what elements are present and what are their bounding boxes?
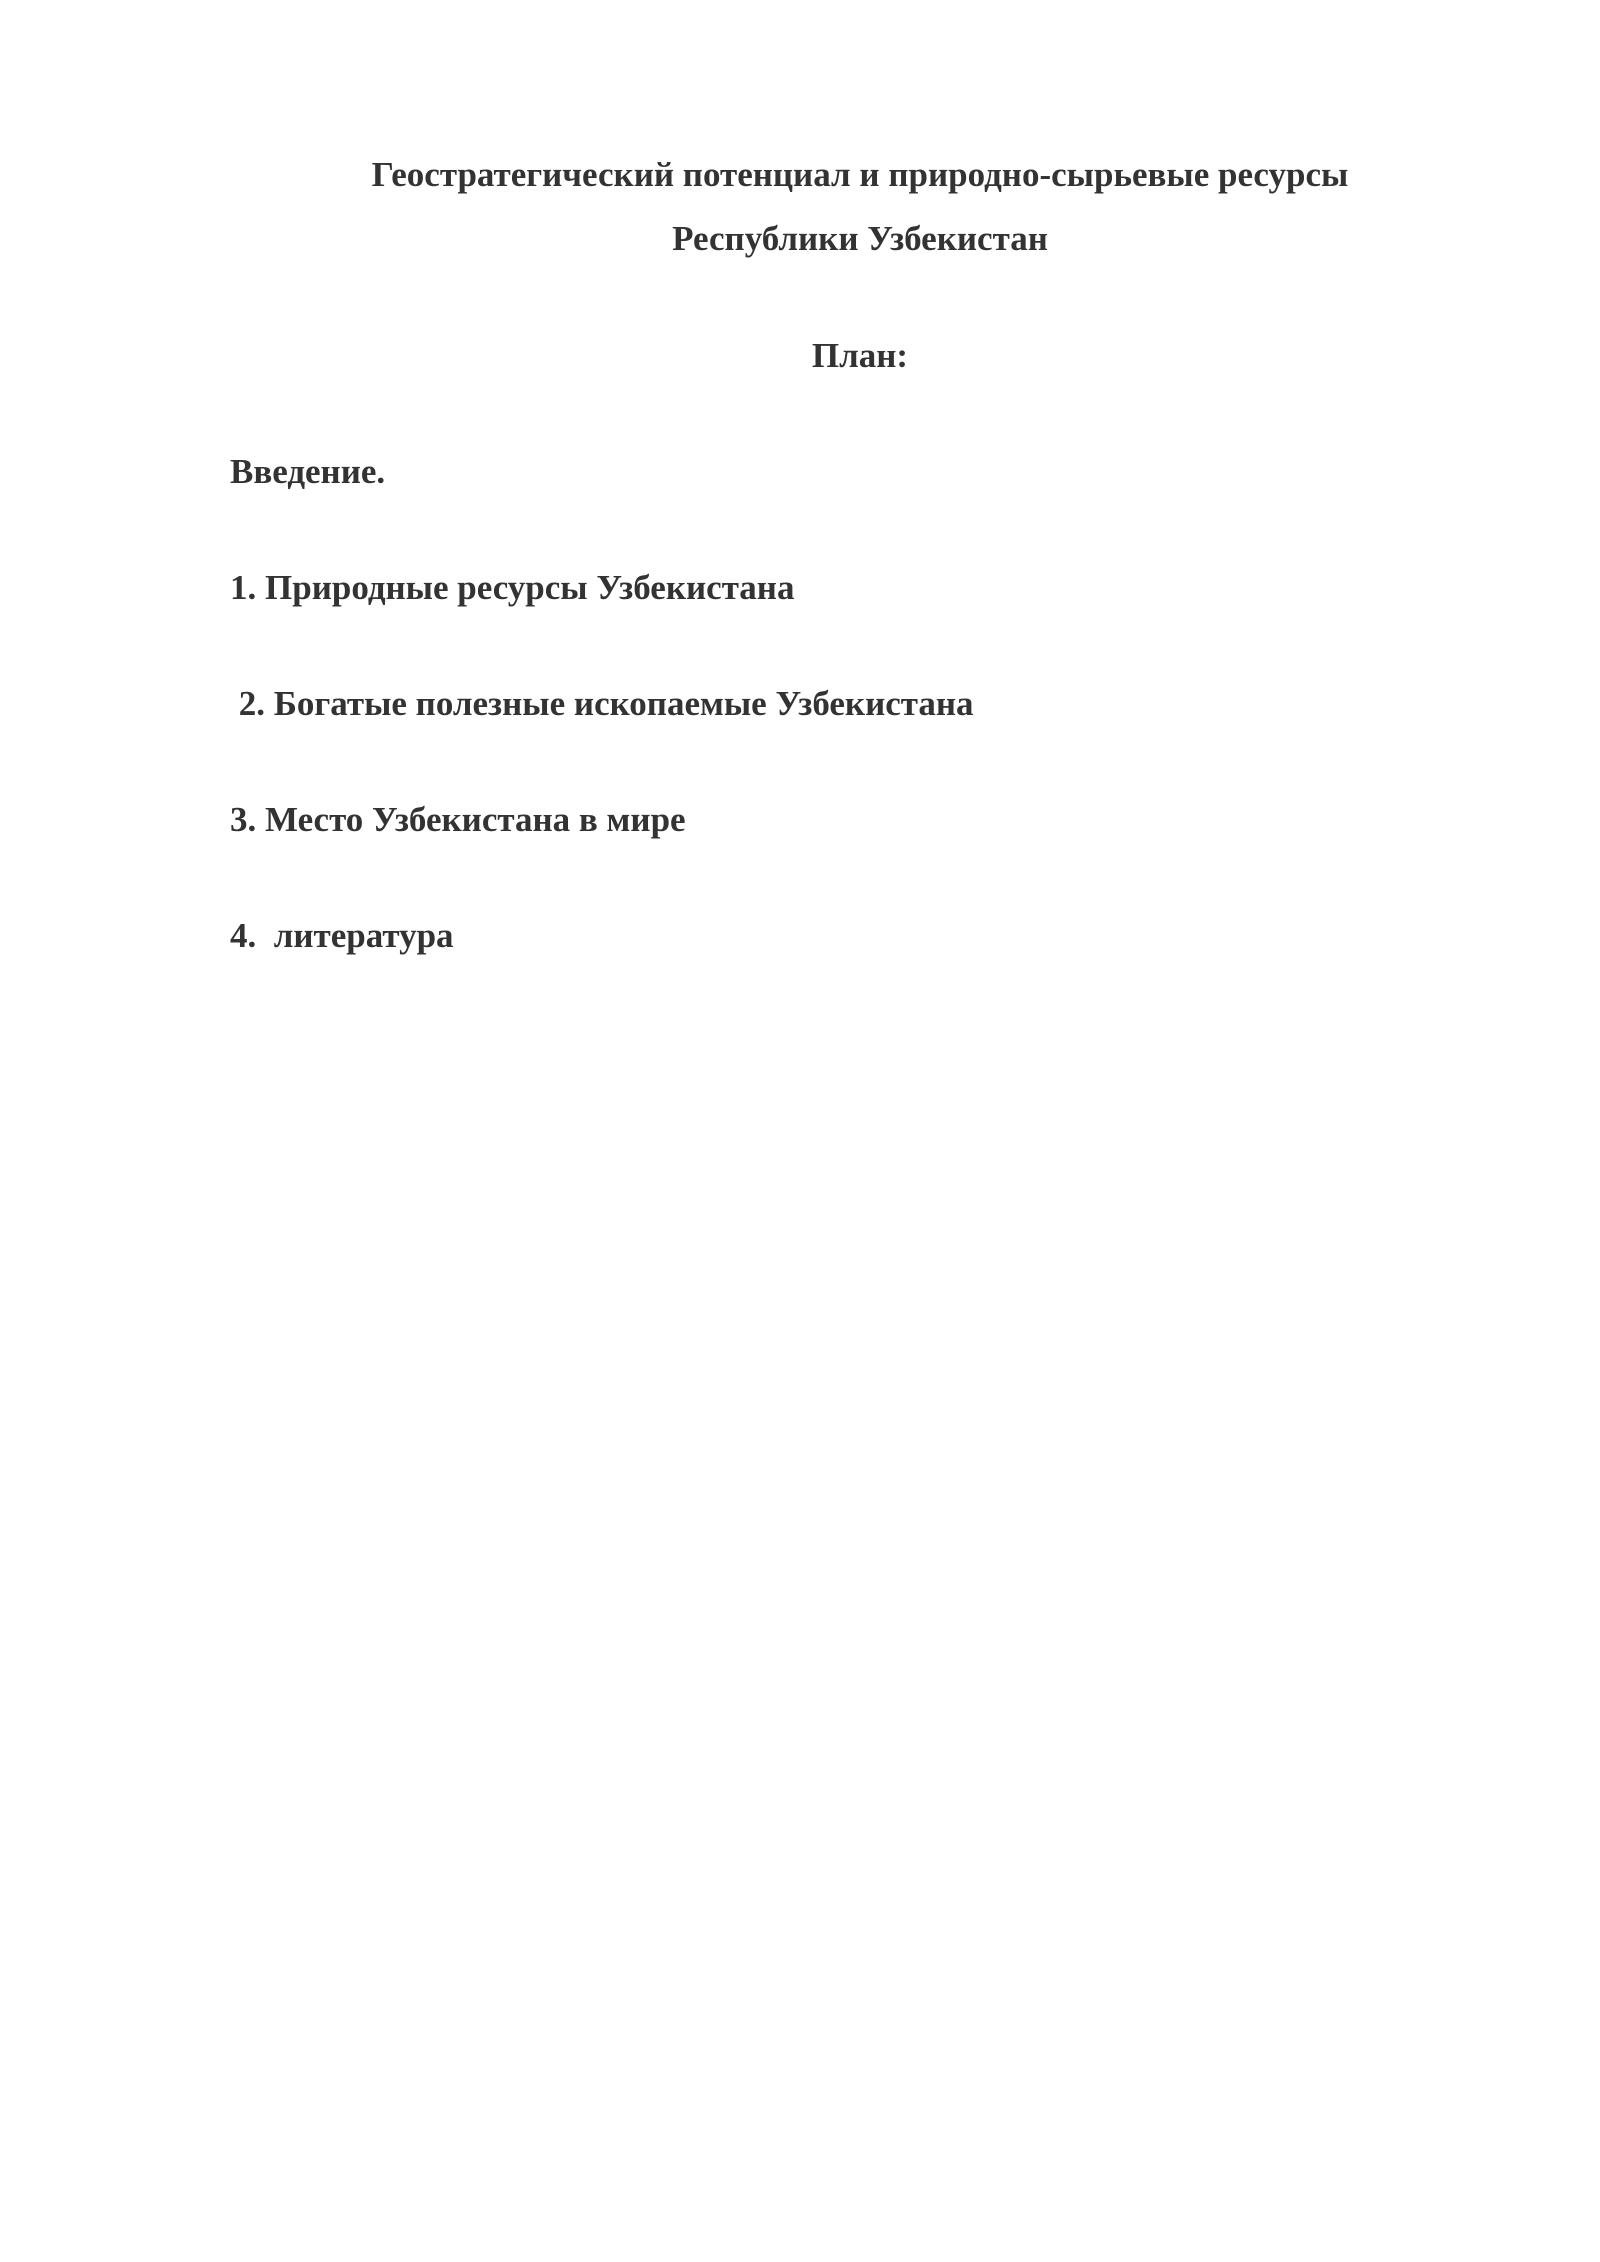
plan-heading: План:: [811, 336, 909, 375]
toc-item-natural-resources: 1. Природные ресурсы Узбекистана: [230, 568, 795, 607]
document-title-line-1: Геостратегический потенциал и природно-сырьевые ресурсы: [371, 155, 1349, 194]
toc-item-world-place: 3. Место Узбекистана в мире: [230, 800, 686, 839]
document-title-line-2: Республики Узбекистан: [672, 219, 1048, 258]
toc-item-introduction: Введение.: [230, 452, 386, 491]
toc-item-literature: 4. литература: [230, 916, 454, 955]
toc-item-minerals: 2. Богатые полезные ископаемые Узбекистана: [230, 684, 974, 723]
